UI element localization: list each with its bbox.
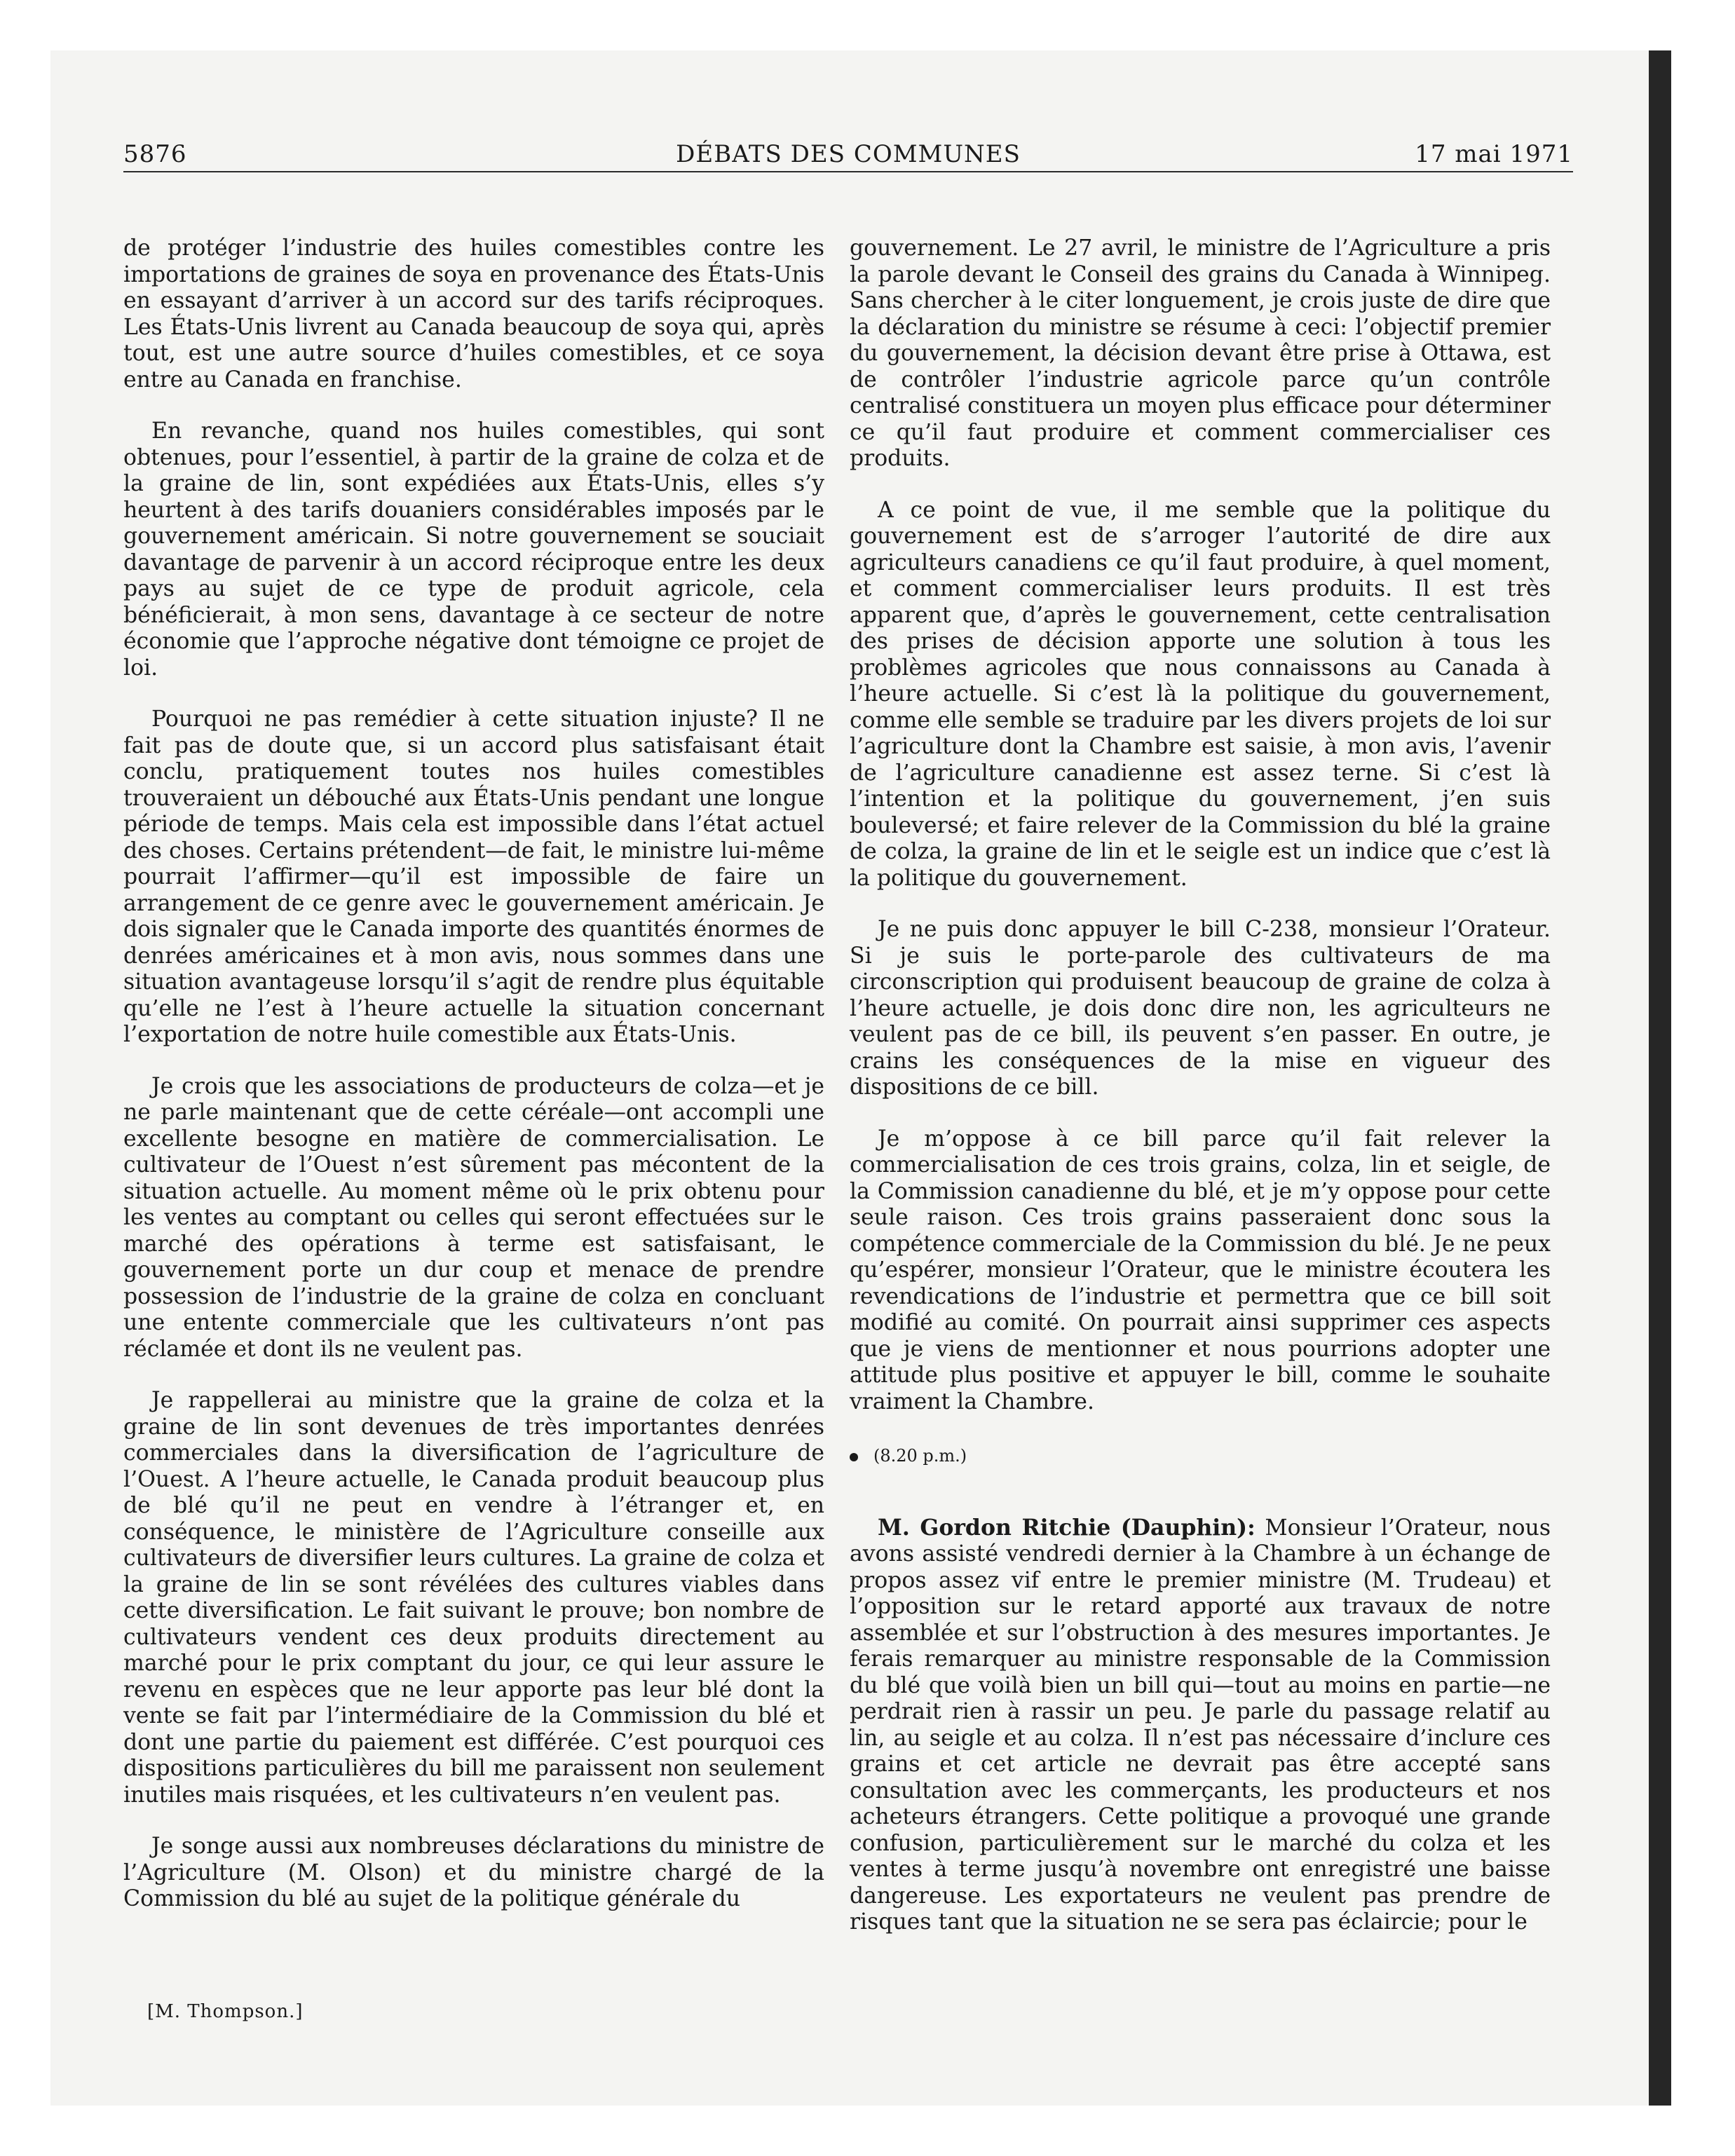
paragraph: A ce point de vue, il me semble que la politique du gouvernement est de s’arroger l’autorité de dire aux agriculteurs canadiens ce qu’il faut produire, à quel moment, et comment commercialiser leurs produits. Il est très apparent que, d’après le gouvernement, cette centralisation des prises de décision apporte une solution à tous les problèmes agricoles que nous connaissons au Canada à l’heure actuelle. Si c’est là la politique du gouvernement, comme elle semble se traduire par les divers projets de loi sur l’agriculture dont la Chambre est saisie, à mon avis, l’avenir de l’agriculture canadienne est assez terne. Si c’est là l’intention et la politique du gouvernement, j’en suis bouleversé; et faire relever de la Commission du blé la graine de colza, la graine de lin et le seigle est un indice que c’est là la politique du gouvernement. (850, 497, 1551, 891)
paragraph: Pourquoi ne pas remédier à cette situation injuste? Il ne fait pas de doute que, si un accord plus satisfaisant était conclu, pratiquement toutes nos huiles comestibles trouveraient un débouché aux États-Unis pendant une longue période de temps. Mais cela est impossible dans l’état actuel des choses. Certains prétendent—de fait, le ministre lui-même pourrait l’affirmer—qu’il est impossible de faire un arrangement de ce genre avec le gouvernement américain. Je dois signaler que le Canada importe des quantités énormes de denrées américaines et à mon avis, nous sommes dans une situation avantageuse lorsqu’il s’agit de rendre plus équitable qu’elle ne l’est à l’heure actuelle la situation concernant l’exportation de notre huile comestible aux États-Unis. (123, 707, 824, 1047)
paragraph: Je ne puis donc appuyer le bill C-238, monsieur l’Orateur. Si je suis le porte-parole des cultivateurs de ma circonscription qui produisent beaucoup de graine de colza à l’heure actuelle, je dois donc dire non, les agriculteurs ne veulent pas de ce bill, ils peuvent s’en passer. En outre, je crains les conséquences de la mise en vigueur des dispositions de ce bill. (850, 917, 1551, 1100)
paragraph: Je m’oppose à ce bill parce qu’il fait relever la commercialisation de ces trois grains, colza, lin et seigle, de la Commission canadienne du blé, et je m’y oppose pour cette seule raison. Ces trois grains passeraient donc sous la compétence commerciale de la Commission du blé. Je ne peux qu’espérer, monsieur l’Orateur, que le ministre écoutera les revendications de l’industrie et permettra que ce bill soit modifié au comité. On pourrait ainsi supprimer ces aspects que je viens de mentionner et nous pourrions adopter une attitude plus positive et appuyer le bill, comme le souhaite vraiment la Chambre. (850, 1126, 1551, 1414)
bullet-icon (850, 1453, 858, 1461)
speech-paragraph (850, 1515, 1551, 1936)
time-marker (850, 1443, 1551, 1470)
page-number: 5876 (123, 140, 187, 168)
speech-text: Monsieur l’Orateur, nous avons assisté vendredi dernier à la Chambre à un échange de propos assez vif entre le premier ministre (M. Trudeau) et l’opposition sur le retard apporté aux travaux de notre assemblée et sur l’obstruction à des mesures importantes. Je ferais remarquer au ministre responsable de la Commission du blé que voilà bien un bill qui—tout au moins en partie—ne perdrait rien à rassir un peu. Je parle du passage relatif au lin, au seigle et au colza. Il n’est pas nécessaire d’inclure ces grains et cet article ne devrait pas être accepté sans consultation avec les commerçants, les producteurs et nos acheteurs étrangers. Cette politique a provoqué une grande confusion, particulièrement sur le marché du colza et les ventes à terme jusqu’à novembre ont enregistré une baisse dangereuse. Les exportateurs ne veulent pas prendre de risques tant que la situation ne se sera pas éclaircie; pour le (850, 1515, 1551, 1935)
paragraph: Je crois que les associations de producteurs de colza—et je ne parle maintenant que de cette céréale—ont accompli une excellente besogne en matière de commercialisation. Le cultivateur de l’Ouest n’est sûrement pas mécontent de la situation actuelle. Au moment même où le prix obtenu pour les ventes au comptant ou celles qui seront effectuées sur le marché des opérations à terme est satisfaisant, le gouvernement porte un dur coup et menace de prendre possession de l’industrie de la graine de colza en concluant une entente commerciale que les cultivateurs n’ont pas réclamée et dont ils ne veulent pas. (123, 1073, 824, 1362)
page-header (123, 137, 1573, 172)
right-column (850, 236, 1551, 1936)
paragraph: gouvernement. Le 27 avril, le ministre de l’Agriculture a pris la parole devant le Conseil des grains du Canada à Winnipeg. Sans chercher à le citer longuement, je crois juste de dire que la déclaration du ministre se résume à ceci: l’objectif premier du gouvernement, la décision devant être prise à Ottawa, est de contrôler l’industrie agricole parce qu’un contrôle centralisé constituera un moyen plus efficace pour déterminer ce qu’il faut produire et comment commercialiser ces produits. (850, 236, 1551, 471)
paragraph: Je rappellerai au ministre que la graine de colza et la graine de lin sont devenues de très importantes denrées commerciales dans la diversification de l’agriculture de l’Ouest. A l’heure actuelle, le Canada produit beaucoup plus de blé qu’il ne peut en vendre à l’étranger et, en conséquence, le ministère de l’Agriculture conseille aux cultivateurs de diversifier leurs cultures. La graine de colza et la graine de lin se sont révélées des cultures viables dans cette diversification. Le fait suivant le prouve; bon nombre de cultivateurs vendent ces deux produits directement au marché pour le prix comptant du jour, ce qui leur assure le revenu en espèces que ne leur apporte pas leur blé dont la vente se fait par l’intermédiaire de la Commission du blé et dont une partie du paiement est différée. C’est pourquoi ces dispositions particulières du bill me paraissent non seulement inutiles mais risquées, et les cultivateurs n’en veulent pas. (123, 1388, 824, 1808)
speaker-attribution: [M. Thompson.] (147, 2001, 304, 2022)
page-date: 17 mai 1971 (1415, 140, 1573, 168)
left-column (123, 236, 824, 1938)
paragraph: Je songe aussi aux nombreuses déclarations du ministre de l’Agriculture (M. Olson) et du ministre chargé de la Commission du blé au sujet de la politique générale du (123, 1834, 824, 1911)
page-title: DÉBATS DES COMMUNES (676, 140, 1021, 168)
scan-edge-bar (1649, 50, 1671, 2106)
time-marker-text: (8.20 p.m.) (873, 1446, 967, 1466)
paragraph: En revanche, quand nos huiles comestibles, qui sont obtenues, pour l’essentiel, à partir de la graine de colza et de la graine de lin, sont expédiées aux États-Unis, elles s’y heurtent à des tarifs douaniers considérables imposés par le gouvernement américain. Si notre gouvernement se souciait davantage de parvenir à un accord réciproque entre les deux pays au sujet de ce type de produit agricole, cela bénéficierait, à mon sens, davantage à ce secteur de notre économie que l’approche négative dont témoigne ce projet de loi. (123, 418, 824, 681)
speaker-name: M. Gordon Ritchie (Dauphin): (878, 1514, 1256, 1541)
paragraph: de protéger l’industrie des huiles comestibles contre les importations de graines de soya en provenance des États-Unis en essayant d’arriver à un accord sur des tarifs réciproques. Les États-Unis livrent au Canada beaucoup de soya qui, après tout, est une autre source d’huiles comestibles, et ce soya entre au Canada en franchise. (123, 236, 824, 393)
